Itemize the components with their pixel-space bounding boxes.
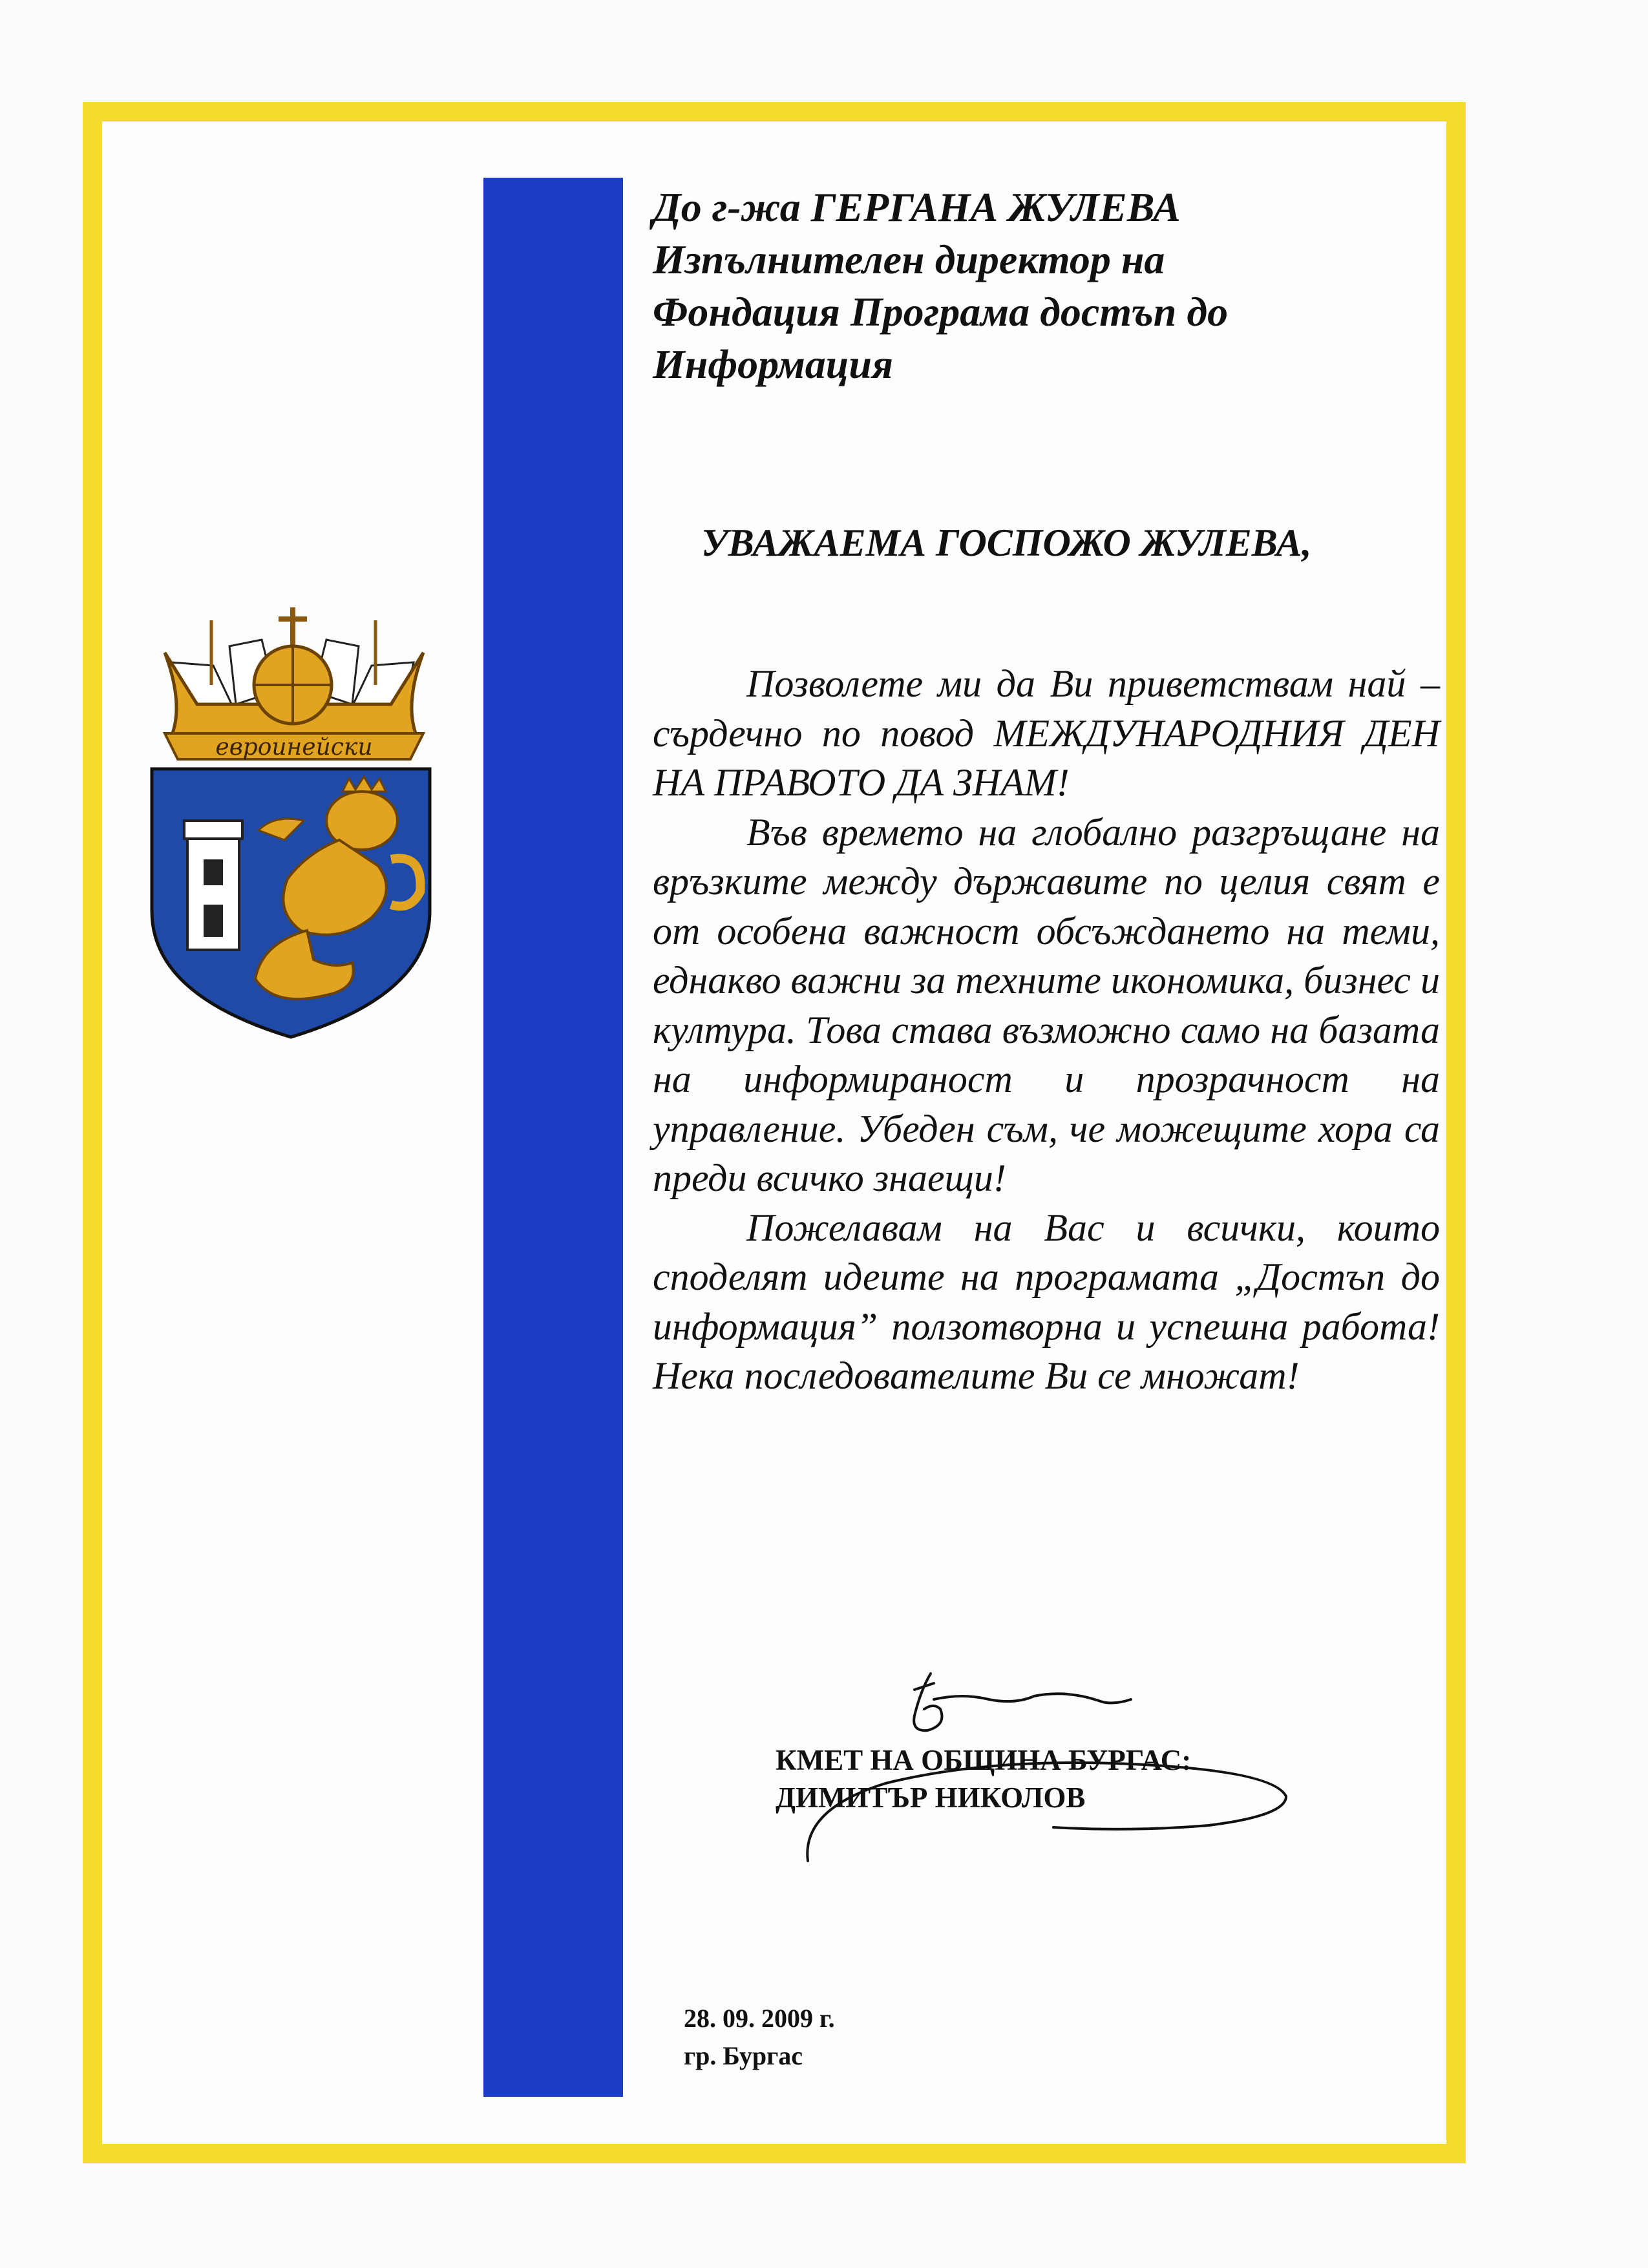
- recipient-line: Информация: [653, 341, 893, 387]
- letter-body: [653, 659, 1440, 1401]
- body-paragraph: Позволете ми да Ви приветствам най – сърдечно по повод МЕЖДУНАРОДНИЯ ДЕН НА ПРАВОТО ДА ЗНАМ!: [653, 662, 1440, 804]
- svg-text:евроинейски: евроинейски: [215, 734, 373, 761]
- letter-date: 28. 09. 2009 г.: [684, 2004, 835, 2033]
- signatory-title: КМЕТ НА ОБЩИНА БУРГАС:: [776, 1744, 1192, 1776]
- date-place-block: [684, 2000, 942, 2075]
- salutation: УВАЖАЕМА ГОСПОЖО ЖУЛЕВА,: [701, 521, 1312, 564]
- recipient-line: Фондация Програма достъп до: [653, 289, 1229, 335]
- recipient-line: До г-жа ГЕРГАНА ЖУЛЕВА: [653, 184, 1181, 230]
- signatory-name: ДИМИТЪР НИКОЛОВ: [776, 1781, 1086, 1814]
- burgas-coat-of-arms-icon: [145, 607, 443, 1040]
- body-paragraph: Във времето на глобално разгръщане на връзките между държавите по целия свят е от особена важност обсъждането на теми, еднакво важни за техните икономика, бизнес и култура. Това става възможно само на базата на информираност и прозрачност на управление. Убеден съм, че можещите хора са преди всичко знаещи!: [653, 810, 1440, 1199]
- body-paragraph: Пожелавам на Вас и всички, които споделят идеите на програмата „Достъп до информация” ползотворна и успешна работа! Нека последователите Ви се множат!: [653, 1206, 1440, 1397]
- blue-band: [483, 178, 623, 2097]
- recipient-line: Изпълнителен директор на: [653, 236, 1165, 282]
- signatory-block: [776, 1741, 1293, 1816]
- recipient-block: [653, 181, 1435, 390]
- letter-place: гр. Бургас: [684, 2041, 803, 2070]
